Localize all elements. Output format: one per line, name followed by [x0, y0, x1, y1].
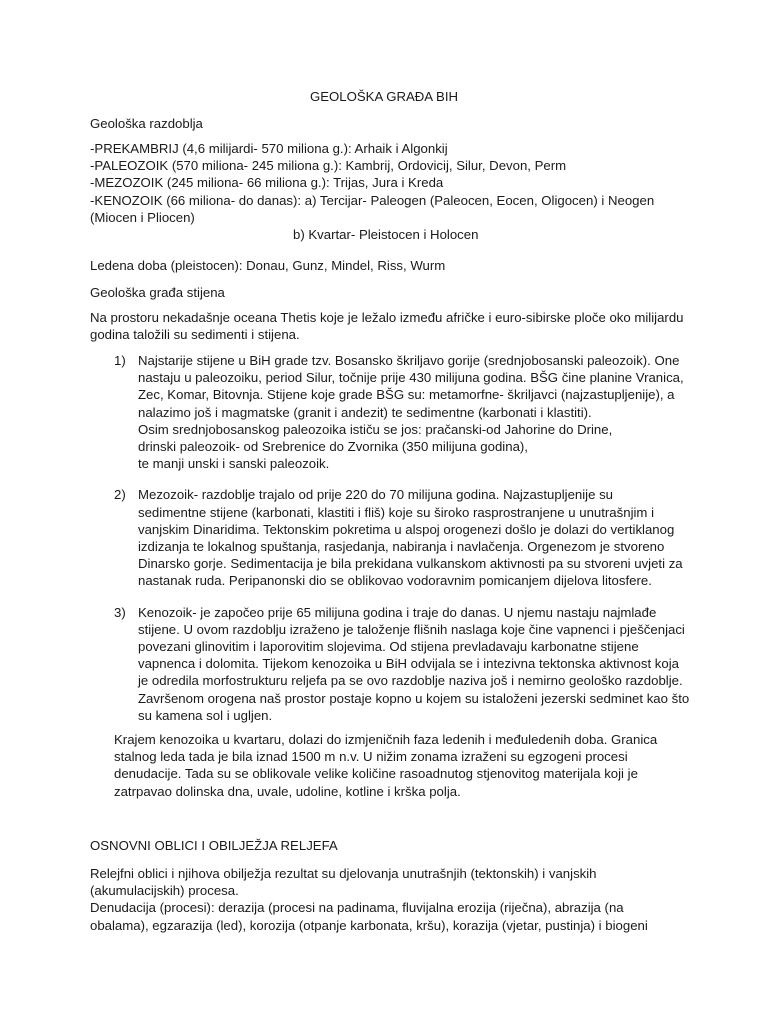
intro-paragraph	[90, 309, 690, 343]
list-item-line: Mezozoik- razdoblje trajalo od prije 220 do 70 milijuna godina. Najzastupljenije su	[138, 487, 614, 503]
paragraph-line: Krajem kenozoika u kvartaru, dolazi do izmjeničnih faza ledenih i međuledenih doba. Granica	[114, 732, 658, 747]
period-line: -PALEOZOIK (570 miliona- 245 miliona g.): Kambrij, Ordovicij, Silur, Devon, Perm	[90, 158, 567, 174]
paragraph-line: (akumulacijskih) procesa.	[90, 883, 239, 899]
list-item-line: nastaju u paleozoiku, period Silur, točnije prije 430 milijuna godina. BŠG čine planine Vranica,	[138, 370, 684, 386]
closing-paragraph	[114, 731, 694, 800]
list-item-line: je odredila morfostrukturu reljefa pa se ovo razdoblje naziva još i nemirno geološko razdoblje.	[138, 673, 683, 689]
list-item-line: te manji unski i sanski paleozoik.	[138, 456, 330, 472]
period-line: b) Kvartar- Pleistocen i Holocen	[293, 227, 479, 243]
period-line: -KENOZOIK (66 miliona- do danas): a) Tercijar- Paleogen (Paleocen, Eocen, Oligocen) i Neogen	[90, 192, 655, 208]
paragraph-line: stalnog leda tada je bila iznad 1500 m n.v. U nižim zonama izraženi su egzogeni procesi	[114, 749, 628, 765]
list-item-line: sedimentne stijene (karbonati, klastiti i fliš) koje su široko rasprostranjene u unutrašnjim i	[138, 504, 655, 520]
paragraph-line: denudacije. Tada su se oblikovale velike količine rasoadnutog stjenovitog materijala koji je	[114, 766, 638, 782]
list-item-line: Najstarije stijene u BiH grade tzv. Bosansko škriljavo gorije (srednjobosanski paleozoik). One	[138, 353, 680, 368]
list-item-line: izdizanja te lokalnog spuštanja, rasjedanja, nabiranja i navlačenja. Orgenezom je stvoreno	[138, 539, 665, 555]
list-marker: 1)	[114, 353, 126, 368]
list-item-line: povezani glinovitim i laporovitim slojevima. Od stijena prevladavaju karbonatne stijene	[138, 639, 639, 655]
list-item-line: nastanak ruda. Peripanonski dio se oblikovao vodoravnim pomicanjem dijelova litosfere.	[138, 573, 652, 589]
numbered-list	[90, 352, 690, 724]
list-item	[90, 352, 690, 472]
paragraph-line: Relejfni oblici i njihova obilježja rezultat su djelovanja unutrašnjih (tektonskih) i vanjskih	[90, 866, 597, 881]
periods-list	[90, 140, 690, 243]
list-marker: 3)	[114, 604, 126, 620]
list-item-line: Zec, Komar, Bitovnja. Stijene koje grade BŠG su: metamorfne- škriljavci (najzastupljenije), a	[138, 387, 675, 403]
paragraph-line: zatrpavao dolinska dna, uvale, udoline, kotline i krška polja.	[114, 783, 461, 799]
list-marker: 2)	[114, 487, 126, 503]
list-item-line: vanjskim Dinaridima. Tektonskim pokretima u alspoj orogenezi došlo je dolazi do vertiklanog	[138, 521, 675, 537]
paragraph-line: obalama), egzarazija (led), korozija (otpanje karbonata, kršu), korazija (vjetar, pustinja) i biogeni	[90, 917, 648, 933]
list-item-line: vapnenca i dolomita. Tijekom kenozoika u BiH odvijala se i intezivna tektonska aktivnost koja	[138, 656, 679, 672]
list-item-line: Osim srednjobosanskog paleozoika ističu se jos: pračanski-od Jahorine do Drine,	[138, 421, 613, 437]
paragraph-line: Na prostoru nekadašnje oceana Thetis koje je ležalo između afričke i euro-sibirske ploče oko milijardu	[90, 310, 684, 325]
relief-paragraph	[90, 865, 690, 934]
list-item-line: drinski paleozoik- od Srebrenice do Zvornika (350 milijuna godina),	[138, 439, 528, 455]
section-heading-geological-periods: Geološka razdoblja	[90, 116, 203, 131]
ice-ages-line: Ledena doba (pleistocen): Donau, Gunz, Mindel, Riss, Wurm	[90, 258, 446, 273]
list-item-line: nalazimo još i magmatske (granit i andezit) te sedimentne (karbonati i klastiti).	[138, 404, 592, 420]
list-item-line: Završenom orogena naš prostor postaje kopno u kojem su istaloženi jezerski sedminet kao što	[138, 690, 690, 706]
list-item-line: stijene. U ovom razdoblju izraženo je taloženje flišnih naslaga koje čine vapnenci i pješčenjaci	[138, 621, 685, 637]
paragraph-line: Denudacija (procesi): derazija (procesi na padinama, fluvijalna erozija (riječna), abrazija (na	[90, 900, 624, 916]
period-line: -PREKAMBRIJ (4,6 milijardi- 570 miliona g.): Arhaik i Algonkij	[90, 141, 448, 156]
list-item-line: Kenozoik- je započeo prije 65 milijuna godina i traje do danas. U njemu nastaju najmlađe	[138, 604, 657, 620]
list-item-line: su kamena sol i ugljen.	[138, 707, 273, 723]
period-line: -MEZOZOIK (245 miliona- 66 miliona g.): Trijas, Jura i Kreda	[90, 175, 444, 191]
section-heading-relief: OSNOVNI OBLICI I OBILJEŽJA RELJEFA	[90, 838, 338, 853]
list-item	[90, 486, 690, 589]
list-item	[90, 604, 690, 724]
period-line: (Miocen i Pliocen)	[90, 209, 195, 225]
paragraph-line: godina taložili su sedimenti i stijena.	[90, 327, 300, 343]
section-heading-rock-structure: Geološka građa stijena	[90, 285, 225, 300]
list-item-line: Dinarsko gorje. Sedimentacija je bila prekidana vulkanskom aktivnosti pa su stvoreni uvjeti za	[138, 556, 683, 572]
document-title: GEOLOŠKA GRAĐA BIH	[309, 89, 459, 104]
